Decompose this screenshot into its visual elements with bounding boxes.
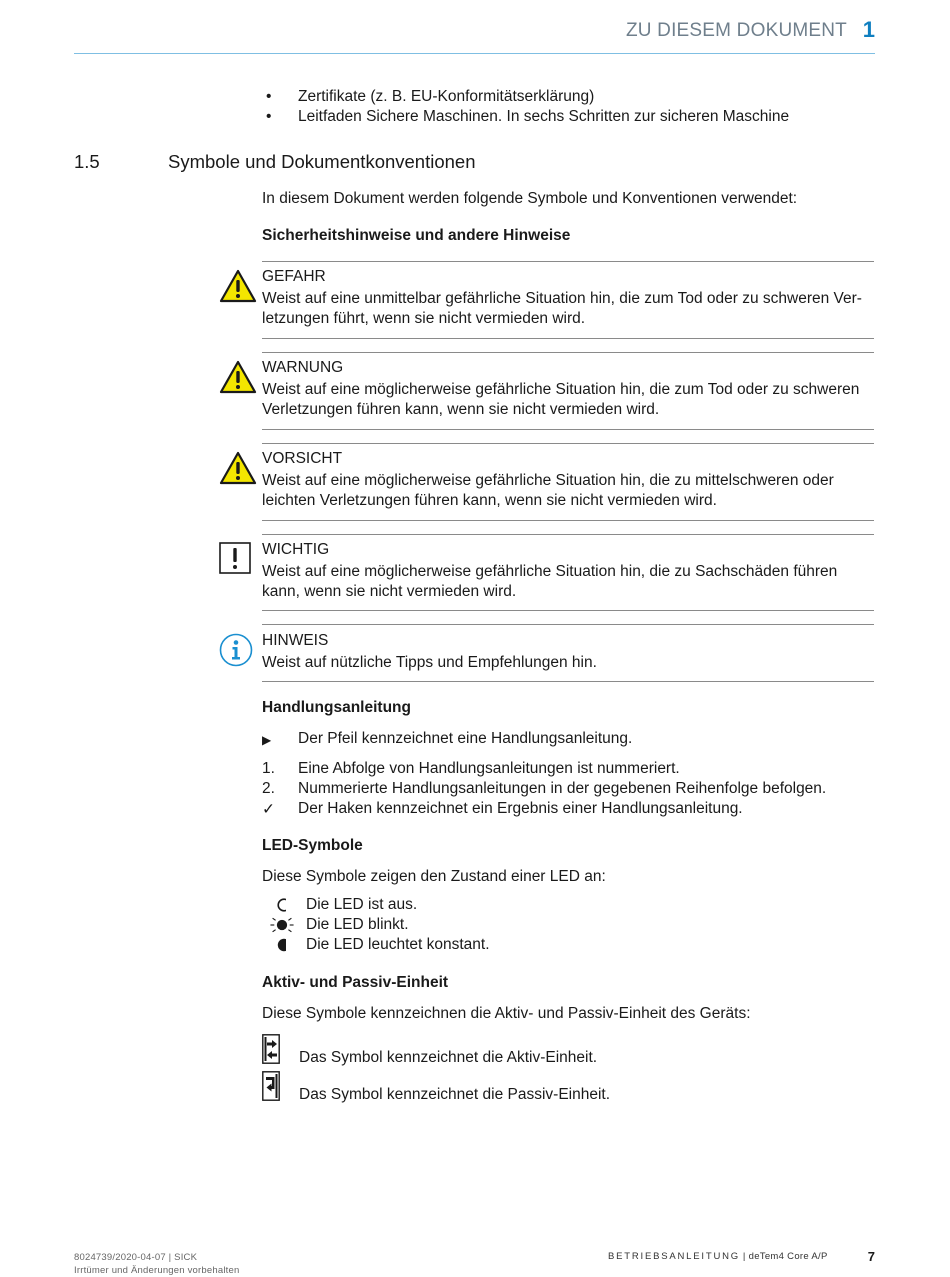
- notice-text-gefahr: [262, 289, 874, 329]
- list-item-text: Der Pfeil kennzeichnet eine Handlungsanleitung.: [298, 730, 633, 747]
- notice-divider: [262, 261, 874, 262]
- list-item: [262, 729, 874, 749]
- footer-left: [74, 1251, 239, 1277]
- notice-line: Verletzungen führen kann, wenn sie nicht vermieden wird.: [262, 401, 660, 418]
- notice-divider: [262, 681, 874, 682]
- notice-divider: [262, 338, 874, 339]
- notice-line: letzungen führt, wenn sie nicht vermieden wird.: [262, 310, 586, 327]
- notice-line: Weist auf eine möglicherweise gefährliche Situation hin, die zu mittelschweren oder: [262, 472, 834, 489]
- notice-divider: [262, 624, 874, 625]
- footer-product: | deTem4 Core A/P: [742, 1251, 828, 1262]
- led-on-text: Die LED leuchtet konstant.: [306, 936, 490, 953]
- units-heading: Aktiv- und Passiv-Einheit: [262, 974, 449, 991]
- notice-text-wichtig: [262, 562, 874, 602]
- list-item: [262, 87, 874, 107]
- notice-title-vorsicht: VORSICHT: [262, 450, 343, 467]
- units-intro: Diese Symbole kennzeichnen die Aktiv- und Passiv-Einheit des Geräts:: [262, 1005, 751, 1022]
- passive-unit-icon: [262, 1071, 280, 1101]
- notice-divider: [262, 352, 874, 353]
- list-item: [262, 935, 874, 955]
- running-header-title: ZU DIESEM DOKUMENT: [625, 20, 847, 41]
- notice-line: Weist auf nützliche Tipps und Empfehlungen hin.: [262, 654, 597, 671]
- list-item: [262, 915, 874, 935]
- chapter-number: 1: [862, 17, 875, 42]
- list-item: [262, 799, 874, 819]
- notice-title-wichtig: WICHTIG: [262, 541, 330, 558]
- notice-divider: [262, 443, 874, 444]
- list-item-text: Der Haken kennzeichnet ein Ergebnis einer Handlungsanleitung.: [298, 800, 743, 817]
- list-item: [262, 759, 874, 779]
- footer-doc-id: 8024739/2020-04-07 | SICK: [74, 1252, 198, 1263]
- bullet-marker: •: [266, 88, 272, 105]
- warning-triangle-icon: [219, 360, 257, 394]
- notice-line: kann, wenn sie nicht vermieden wird.: [262, 583, 517, 600]
- instructions-heading: Handlungsanleitung: [262, 699, 411, 716]
- info-circle-icon: [219, 633, 253, 667]
- checkmark-icon: ✓: [262, 800, 275, 818]
- led-off-icon: [262, 895, 286, 915]
- led-on-icon: [262, 935, 286, 955]
- notice-title-gefahr: GEFAHR: [262, 268, 326, 285]
- notice-divider: [262, 610, 874, 611]
- led-blink-text: Die LED blinkt.: [306, 916, 409, 933]
- safety-heading: Sicherheitshinweise und andere Hinweise: [262, 227, 571, 244]
- step-number: 2.: [262, 780, 275, 797]
- section-number: 1.5: [74, 151, 100, 172]
- step-number: 1.: [262, 760, 275, 777]
- footer-disclaimer: Irrtümer und Änderungen vorbehalten: [74, 1265, 240, 1276]
- section-title: Symbole und Dokumentkonventionen: [168, 151, 476, 172]
- notice-line: Weist auf eine möglicherweise gefährliche Situation hin, die zu Sachschäden führen: [262, 563, 838, 580]
- list-item: [262, 779, 874, 799]
- notice-divider: [262, 429, 874, 430]
- list-item-text: Zertifikate (z. B. EU-Konformitätserklärung): [298, 88, 595, 105]
- notice-line: leichten Verletzungen führen kann, wenn sie nicht vermieden wird.: [262, 492, 717, 509]
- arrow-marker-icon: ▶: [262, 733, 272, 747]
- section-intro: In diesem Dokument werden folgende Symbole und Konventionen verwendet:: [262, 190, 798, 207]
- page-number: 7: [867, 1249, 875, 1264]
- list-item-text: Leitfaden Sichere Maschinen. In sechs Schritten zur sicheren Maschine: [298, 108, 790, 125]
- warning-triangle-icon: [219, 451, 257, 485]
- led-off-text: Die LED ist aus.: [306, 896, 418, 913]
- list-item: [262, 107, 874, 127]
- notice-text-hinweis: [262, 653, 874, 673]
- footer-document-type: [608, 1251, 828, 1262]
- notice-line: Weist auf eine unmittelbar gefährliche Situation hin, die zum Tod oder zu schweren Ver-: [262, 290, 862, 307]
- active-unit-text: Das Symbol kennzeichnet die Aktiv-Einheit.: [299, 1049, 598, 1066]
- notice-divider: [262, 520, 874, 521]
- notice-divider: [262, 534, 874, 535]
- passive-unit-text: Das Symbol kennzeichnet die Passiv-Einheit.: [299, 1086, 611, 1103]
- header-divider: [74, 53, 875, 54]
- bullet-marker: •: [266, 108, 272, 125]
- exclamation-box-icon: [219, 542, 251, 574]
- led-blink-icon: [270, 915, 294, 935]
- list-item-text: Eine Abfolge von Handlungsanleitungen ist nummeriert.: [298, 760, 680, 777]
- list-item-text: Nummerierte Handlungsanleitungen in der gegebenen Reihenfolge befolgen.: [298, 780, 827, 797]
- notice-text-vorsicht: [262, 471, 874, 511]
- notice-line: Weist auf eine möglicherweise gefährliche Situation hin, die zum Tod oder zu schweren: [262, 381, 860, 398]
- notice-title-hinweis: HINWEIS: [262, 632, 329, 649]
- footer-doc-type: BETRIEBSANLEITUNG: [608, 1251, 740, 1262]
- warning-triangle-icon: [219, 269, 257, 303]
- active-unit-icon: [262, 1034, 280, 1064]
- notice-title-warnung: WARNUNG: [262, 359, 344, 376]
- list-item: [262, 895, 874, 915]
- led-heading: LED-Symbole: [262, 837, 363, 854]
- led-intro: Diese Symbole zeigen den Zustand einer LED an:: [262, 868, 606, 885]
- notice-text-warnung: [262, 380, 874, 420]
